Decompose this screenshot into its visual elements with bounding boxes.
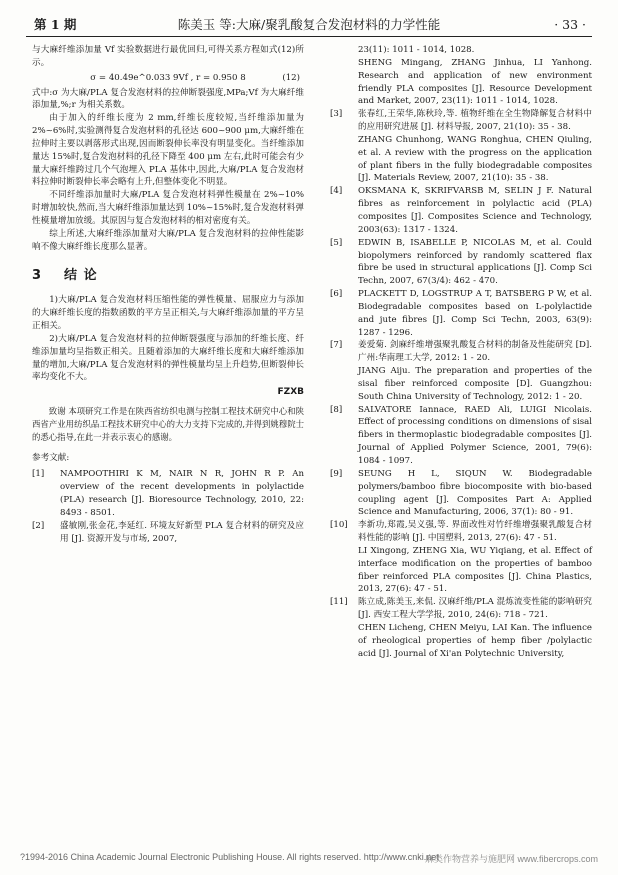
reference-number: [4]	[330, 186, 343, 197]
reference-text: JIANG Aiju. The preparation and properties of the sisal fiber reinforced composite [D]. Guangzhou: South China University of Technology, 2012: 1 - 20.	[358, 366, 592, 402]
left-column	[32, 44, 304, 546]
reference-number: [1]	[32, 469, 45, 480]
reference-item	[330, 237, 592, 288]
reference-number: [9]	[330, 468, 343, 479]
equation-text: σ = 40.49e^0.033 9Vf , r = 0.950 8	[90, 72, 246, 83]
right-column	[330, 44, 592, 661]
reference-text: 张春红,王荣华,陈秋玲,等. 植物纤维在全生物降解复合材料中的应用研究进展 [J]. 材料导报, 2007, 21(10): 35 - 38.	[358, 109, 592, 133]
reference-number: [3]	[330, 109, 343, 120]
reference-number: [2]	[32, 520, 45, 531]
reference-number: [5]	[330, 237, 343, 248]
reference-item	[330, 185, 592, 236]
reference-text: CHEN Licheng, CHEN Meiyu, LAI Kan. The influence of rheological properties of hemp fiber /polylactic acid [J]. Journal of Xi'an Polytechnic University,	[358, 622, 592, 659]
references-title: 参考文献:	[32, 452, 70, 463]
reference-item	[330, 468, 592, 519]
conclusion-item: 1)大麻/PLA 复合发泡材料压缩性能的弹性模量、屈服应力与添加的大麻纤维长度的指数函数的平方呈正相关,与大麻纤维添加量的平方呈正相关。	[32, 295, 304, 332]
reference-text: OKSMANA K, SKRIFVARSB M, SELIN J F. Natural fibres as reinforcement in polylactic acid (PLA) composites [J]. Composites Science and Technology, 2003(63): 1317 - 1324.	[358, 186, 592, 235]
issue-number: 第 1 期	[34, 17, 77, 32]
reference-item	[330, 519, 592, 545]
reference-item	[330, 288, 592, 339]
reference-text: LI Xingong, ZHENG Xia, WU Yiqiang, et al. Effect of interface modification on the properties of bamboo fiber reinforced PLA composites [J]. China Plastics, 2013, 27(6): 47 - 51.	[358, 545, 592, 595]
reference-text: EDWIN B, ISABELLE P, NICOLAS M, et al. Could biopolymers reinforced by randomly scattered flax fibre be used in structural applications [J]. Comp Sci Techn, 2007, 67(3/4): 462 - 470.	[358, 237, 592, 287]
reference-text: SALVATORE Iannace, RAED Ali, LUIGI Nicolais. Effect of processing conditions on dimensions of sisal fibers in thermoplastic biodegradable composites [J]. Journal of Applied Polymer Science, 2001, 79(6): 1084 - 1097.	[358, 404, 592, 466]
reference-item	[330, 404, 592, 468]
section-heading	[32, 267, 304, 283]
equation-12	[32, 72, 304, 85]
equation-number: (12)	[282, 72, 300, 83]
reference-text: SEUNG H L, SIQUN W. Biodegradable polymers/bamboo fibre biocomposite with bio-based coupling agent [J]. Composites Part A: Applied Science and Manufacturing, 2006, 37(1): 80 - 91.	[358, 468, 592, 518]
reference-number: [8]	[330, 404, 343, 415]
reference-number: [10]	[330, 520, 348, 531]
reference-number: [11]	[330, 597, 348, 608]
equation-explanation: 式中:σ 为大麻/PLA 复合发泡材料的拉伸断裂强度,MPa;Vf 为大麻纤维添加量,%;r 为相关系数。	[32, 87, 304, 111]
body-paragraph: 由于加入的纤维长度为 2 mm,纤维长度较短,当纤维添加量为 2%~6%时,实验测得复合发泡材料的孔径达 600~900 μm,大麻纤维在拉伸时主要以剥落形式出现,因而断裂伸长率没有明显变化。当纤维添加量达 15%时,复合发泡材料的孔径下降至 400 μm 左右,此时可能会有少量大麻纤维跨过几个气泡埋入 PLA 基体中,因此,大麻/PLA 复合发泡材料拉伸时断裂伸长率会略有上升,但整体变化不明显。	[32, 113, 304, 188]
running-title: 陈美玉 等:大麻/聚乳酸复合发泡材料的力学性能	[177, 17, 441, 32]
reference-text: SHENG Mingang, ZHANG Jinhua, LI Yanhong. Research and application of new environment friendly PLA composites [J]. Resource Development and Market, 2007, 23(11): 1011 - 1014, 1028.	[358, 57, 592, 107]
copyright-notice: ?1994-2016 China Academic Journal Electronic Publishing House. All rights reserved. http://www.cnki.net	[20, 852, 439, 862]
reference-item	[330, 134, 592, 185]
tag-text: FZXB	[277, 387, 304, 398]
reference-text: ZHANG Chunhong, WANG Ronghua, CHEN Qiuling, et al. A review with the progress on the application of plant fibers in the fully biodegradable composites [J]. Materials Review, 2007, 21(10): 35 - 38.	[358, 134, 592, 184]
reference-text: 陈立成,陈美玉,来侃. 汉麻纤维/PLA 混炼流变性能的影响研究 [J]. 西安工程大学学报, 2010, 24(6): 718 - 721.	[358, 597, 592, 621]
reference-text: NAMPOOTHIRI K M, NAIR N R, JOHN R P. An overview of the recent developments in polylactide (PLA) research [J]. Bioresource Technology, 2010, 22: 8493 - 8501.	[60, 469, 304, 518]
reference-text: 盛敏刚,张金花,李延红. 环境友好新型 PLA 复合材料的研究及应用 [J]. 资源开发与市场, 2007,	[60, 520, 304, 544]
section-number: 3	[32, 267, 43, 283]
reference-continuation	[330, 44, 592, 57]
reference-text: 姜爱菊. 剑麻纤维增强聚乳酸复合材料的制备及性能研究 [D]. 广州:华南理工大学, 2012: 1 - 20.	[358, 340, 592, 364]
reference-text: PLACKETT D, LOGSTRUP A T, BATSBERG P W, et al. Biodegradable composites based on L-polylactide and jute fibres [J]. Comp Sci Techn, 2003, 63(9): 1287 - 1296.	[358, 289, 592, 338]
intro-paragraph: 与大麻纤维添加量 Vf 实验数据进行最优回归,可得关系方程如式(12)所示。	[32, 45, 304, 68]
article-tag	[32, 386, 304, 399]
body-paragraph: 综上所述,大麻纤维添加量对大麻/PLA 复合发泡材料的拉伸性能影响不像大麻纤维长度那么显著。	[32, 228, 304, 252]
reference-item	[330, 545, 592, 596]
reference-item	[330, 108, 592, 134]
reference-number: [6]	[330, 289, 343, 300]
acknowledgement: 致谢 本项研究工作是在陕西省纺织电测与控制工程技术研究中心和陕西省产业用纺织品工程技术研究中心的大力支持下完成的,并得到姚穆院士的悉心指导,在此一并表示衷心的感谢。	[32, 406, 304, 442]
reference-continuation	[330, 57, 592, 108]
reference-number: [7]	[330, 340, 343, 351]
reference-item	[330, 622, 592, 661]
body-paragraph: 不同纤维添加量时大麻/PLA 复合发泡材料弹性模量在 2%~10%时增加较快,然而,当大麻纤维添加量达到 10%~15%时,复合发泡材料弹性模量增加放缓。其原因与复合发泡材料的相对密度有关。	[32, 190, 304, 226]
watermark-text: 麻类作物营养与施肥网 www.fibercrops.com	[424, 854, 598, 864]
reference-item	[330, 596, 592, 622]
page-number: · 33 ·	[554, 17, 586, 32]
running-header	[26, 14, 592, 37]
reference-list	[330, 108, 592, 660]
reference-item	[330, 339, 592, 365]
reference-text: 李新功,郑霞,吴义强,等. 界面改性对竹纤维增强聚乳酸复合材料性能的影响 [J]. 中国塑料, 2013, 27(6): 47 - 51.	[358, 520, 592, 544]
conclusion-item: 2)大麻/PLA 复合发泡材料的拉伸断裂强度与添加的纤维长度、纤维添加量均呈指数正相关。且随着添加的大麻纤维长度和大麻纤维添加量的增加,大麻/PLA 复合发泡材料的弹性模量均呈上升趋势,但断裂伸长率均变化不大。	[32, 333, 304, 383]
reference-item	[330, 365, 592, 404]
reference-text: 23(11): 1011 - 1014, 1028.	[358, 45, 475, 55]
section-title: 结 论	[64, 267, 98, 283]
reference-item	[32, 520, 304, 546]
reference-item	[32, 468, 304, 519]
